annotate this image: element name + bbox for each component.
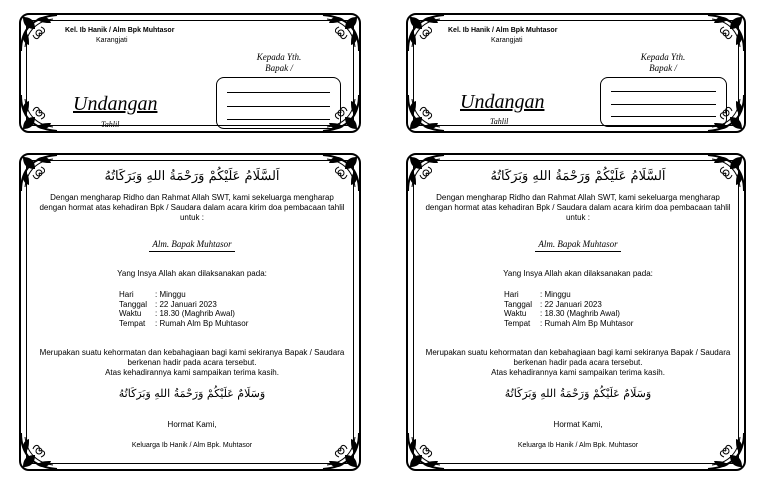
name-underline (535, 251, 621, 252)
signature: Keluarga Ib Hanik / Alm Bpk. Muhtasor (131, 442, 253, 449)
addressee-prefix: Kepada Yth. (640, 52, 686, 62)
addressee-title: Bapak / (649, 63, 677, 73)
farewell-arabic: وَسَلَامٌ عَلَيْكُمْ وَرَحْمَةُ اللهِ وَبَرَكَاتُهُ (504, 387, 652, 400)
deceased-name: Alm. Bapak Muhtasor (152, 239, 232, 249)
sender-name: Kel. Ib Hanik / Alm Bpk Muhtasor (448, 27, 558, 34)
deceased-name: Alm. Bapak Muhtasor (538, 239, 618, 249)
detail-time: Waktu : 18.30 (Maghrib Awal) (504, 309, 620, 318)
envelope-subtitle: Tahlil (490, 117, 509, 126)
envelope-card-right (406, 13, 746, 133)
detail-place: Tempat : Rumah Alm Bp Muhtasor (504, 318, 634, 328)
addressee-prefix: Kepada Yth. (256, 52, 302, 62)
envelope-subtitle: Tahlil (101, 120, 120, 129)
opening-paragraph (408, 193, 748, 223)
envelope-title: Undangan (73, 93, 158, 115)
addressee-title: Bapak / (265, 63, 293, 73)
opening-paragraph (21, 193, 363, 223)
addressee-block (633, 52, 693, 74)
corner-ornament-icon (17, 89, 63, 135)
schedule-details (119, 290, 248, 328)
greeting-arabic: اَلسَّلَامُ عَلَيْكُمْ وَرَحْمَةُ اللهِ وَبَرَكَاتُهُ (104, 169, 280, 184)
closing-line: berkenan hadir pada acara tersebut. (513, 358, 643, 367)
addressee-block (249, 52, 309, 74)
detail-time: Waktu : 18.30 (Maghrib Awal) (119, 309, 235, 318)
opening-line: dengan hormat atas kehadiran Bpk / Saudara dalam acara kirim doa pembacaan tahlil (425, 203, 731, 212)
envelope-card-left (19, 13, 361, 133)
corner-ornament-icon (17, 11, 63, 57)
closing-paragraph (17, 348, 367, 378)
closing-paragraph (404, 348, 752, 378)
detail-day: Hari : Minggu (119, 290, 186, 299)
schedule-intro: Yang Insya Allah akan dilaksanakan pada: (503, 269, 653, 278)
sender-place: Karangjati (96, 37, 128, 44)
regards: Hormat Kami, (167, 420, 217, 429)
detail-date: Tanggal : 22 Januari 2023 (119, 299, 217, 309)
closing-line: Atas kehadirannya kami sampaikan terima kasih. (105, 368, 279, 377)
detail-place: Tempat : Rumah Alm Bp Muhtasor (119, 318, 249, 328)
envelope-title: Undangan (460, 91, 545, 113)
closing-line: Atas kehadirannya kami sampaikan terima kasih. (491, 368, 665, 377)
corner-ornament-icon (702, 11, 748, 57)
regards: Hormat Kami, (553, 420, 603, 429)
schedule-intro: Yang Insya Allah akan dilaksanakan pada: (117, 269, 267, 278)
opening-line: Dengan mengharap Ridho dan Rahmat Allah SWT, kami sekeluarga mengharap (436, 193, 720, 202)
opening-line: untuk : (565, 213, 590, 222)
schedule-details (504, 290, 633, 328)
opening-line: untuk : (179, 213, 204, 222)
signature: Keluarga Ib Hanik / Alm Bpk. Muhtasor (517, 442, 639, 449)
closing-line: Merupakan suatu kehormatan dan kebahagiaan bagi kami sekiranya Bapak / Saudara (39, 348, 345, 357)
farewell-arabic: وَسَلَامٌ عَلَيْكُمْ وَرَحْمَةُ اللهِ وَبَرَكَاتُهُ (118, 387, 266, 400)
corner-ornament-icon (317, 11, 363, 57)
closing-line: Merupakan suatu kehormatan dan kebahagiaan bagi kami sekiranya Bapak / Saudara (425, 348, 731, 357)
sender-name: Kel. Ib Hanik / Alm Bpk Muhtasor (65, 27, 175, 34)
invitation-card-right (406, 153, 746, 471)
corner-ornament-icon (404, 89, 450, 135)
detail-date: Tanggal : 22 Januari 2023 (504, 299, 602, 309)
detail-day: Hari : Minggu (504, 290, 571, 299)
greeting-arabic: اَلسَّلَامُ عَلَيْكُمْ وَرَحْمَةُ اللهِ وَبَرَكَاتُهُ (490, 169, 666, 184)
address-box (216, 77, 341, 129)
sender-place: Karangjati (491, 37, 523, 44)
invitation-card-left (19, 153, 361, 471)
address-box (600, 77, 727, 127)
name-underline (149, 251, 235, 252)
closing-line: berkenan hadir pada acara tersebut. (127, 358, 257, 367)
opening-line: Dengan mengharap Ridho dan Rahmat Allah SWT, kami sekeluarga mengharap (50, 193, 334, 202)
opening-line: dengan hormat atas kehadiran Bpk / Saudara dalam acara kirim doa pembacaan tahlil (39, 203, 345, 212)
corner-ornament-icon (404, 11, 450, 57)
